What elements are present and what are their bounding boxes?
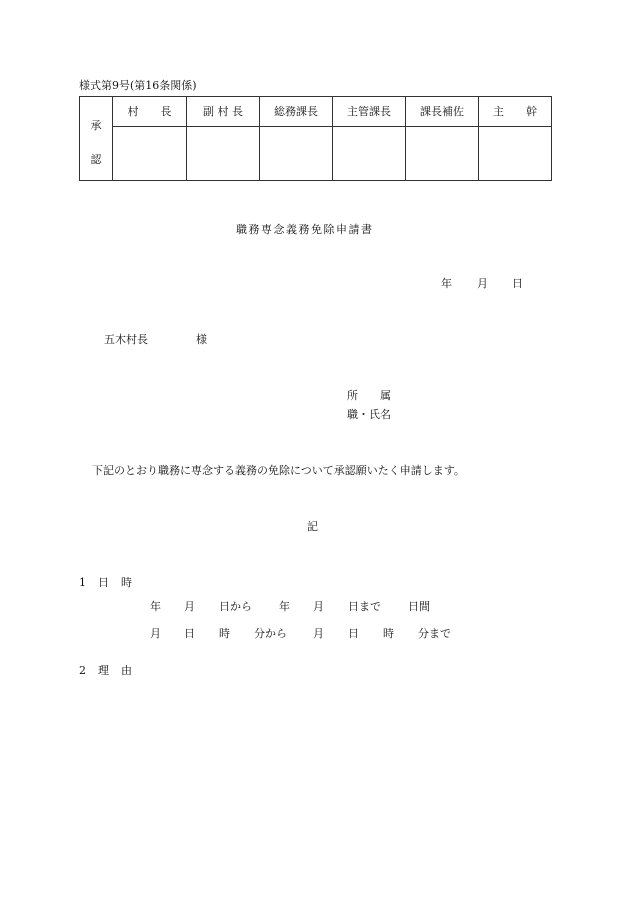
applicant-position-name-label: 職・氏名 xyxy=(347,408,391,421)
approval-stamp-box-deputy-village-head[interactable] xyxy=(187,127,259,180)
time-start-minute: 分から xyxy=(254,627,287,640)
time-end-month: 月 xyxy=(313,627,324,640)
approval-header-village-head: 村 長 xyxy=(127,105,172,118)
approval-stamp-box-village-head[interactable] xyxy=(113,127,186,180)
approval-header-section-chief: 主管課長 xyxy=(347,105,391,118)
approval-header-assistant-chief: 課長補佐 xyxy=(420,105,464,118)
request-body-text: 下記のとおり職務に専念する義務の免除について承認願いたく申請します。 xyxy=(92,464,465,477)
time-end-minute: 分まで xyxy=(418,627,451,640)
item1-label: 1 日 時 xyxy=(79,576,133,589)
form-id: 様式第9号(第16条関係) xyxy=(79,79,197,92)
approval-header-deputy-village-head: 副 村 長 xyxy=(203,105,243,118)
period-start-day: 日から xyxy=(219,600,252,613)
approval-stamp-box-senior-staff[interactable] xyxy=(479,127,551,180)
applicant-affiliation-label: 所 属 xyxy=(347,389,391,402)
addressee-honorific: 様 xyxy=(196,333,207,346)
time-end-day: 日 xyxy=(348,627,359,640)
date-year: 年 xyxy=(441,277,452,290)
approval-header-general-affairs-chief: 総務課長 xyxy=(274,105,318,118)
time-start-month: 月 xyxy=(150,627,161,640)
item2-label: 2 理 由 xyxy=(79,664,133,677)
approval-stamp-box-general-affairs-chief[interactable] xyxy=(260,127,332,180)
time-start-day: 日 xyxy=(184,627,195,640)
note-heading: 記 xyxy=(307,520,318,533)
approval-stamp-box-section-chief[interactable] xyxy=(333,127,405,180)
period-end-day: 日まで xyxy=(348,600,381,613)
period-start-month: 月 xyxy=(184,600,195,613)
time-end-hour: 時 xyxy=(383,627,394,640)
approval-header-senior-staff: 主 幹 xyxy=(493,105,537,118)
time-start-hour: 時 xyxy=(219,627,230,640)
approval-stamp-box-assistant-chief[interactable] xyxy=(406,127,478,180)
period-days: 日間 xyxy=(408,600,430,613)
approval-side-label-top: 承 xyxy=(90,119,102,132)
approval-table xyxy=(79,96,552,181)
date-month: 月 xyxy=(477,277,488,290)
period-end-month: 月 xyxy=(313,600,324,613)
date-day: 日 xyxy=(512,277,523,290)
document-title: 職務専念義務免除申請書 xyxy=(236,223,374,236)
period-end-year: 年 xyxy=(279,600,290,613)
period-start-year: 年 xyxy=(150,600,161,613)
approval-side-label-bottom: 認 xyxy=(90,153,102,166)
addressee-name: 五木村長 xyxy=(104,333,148,346)
